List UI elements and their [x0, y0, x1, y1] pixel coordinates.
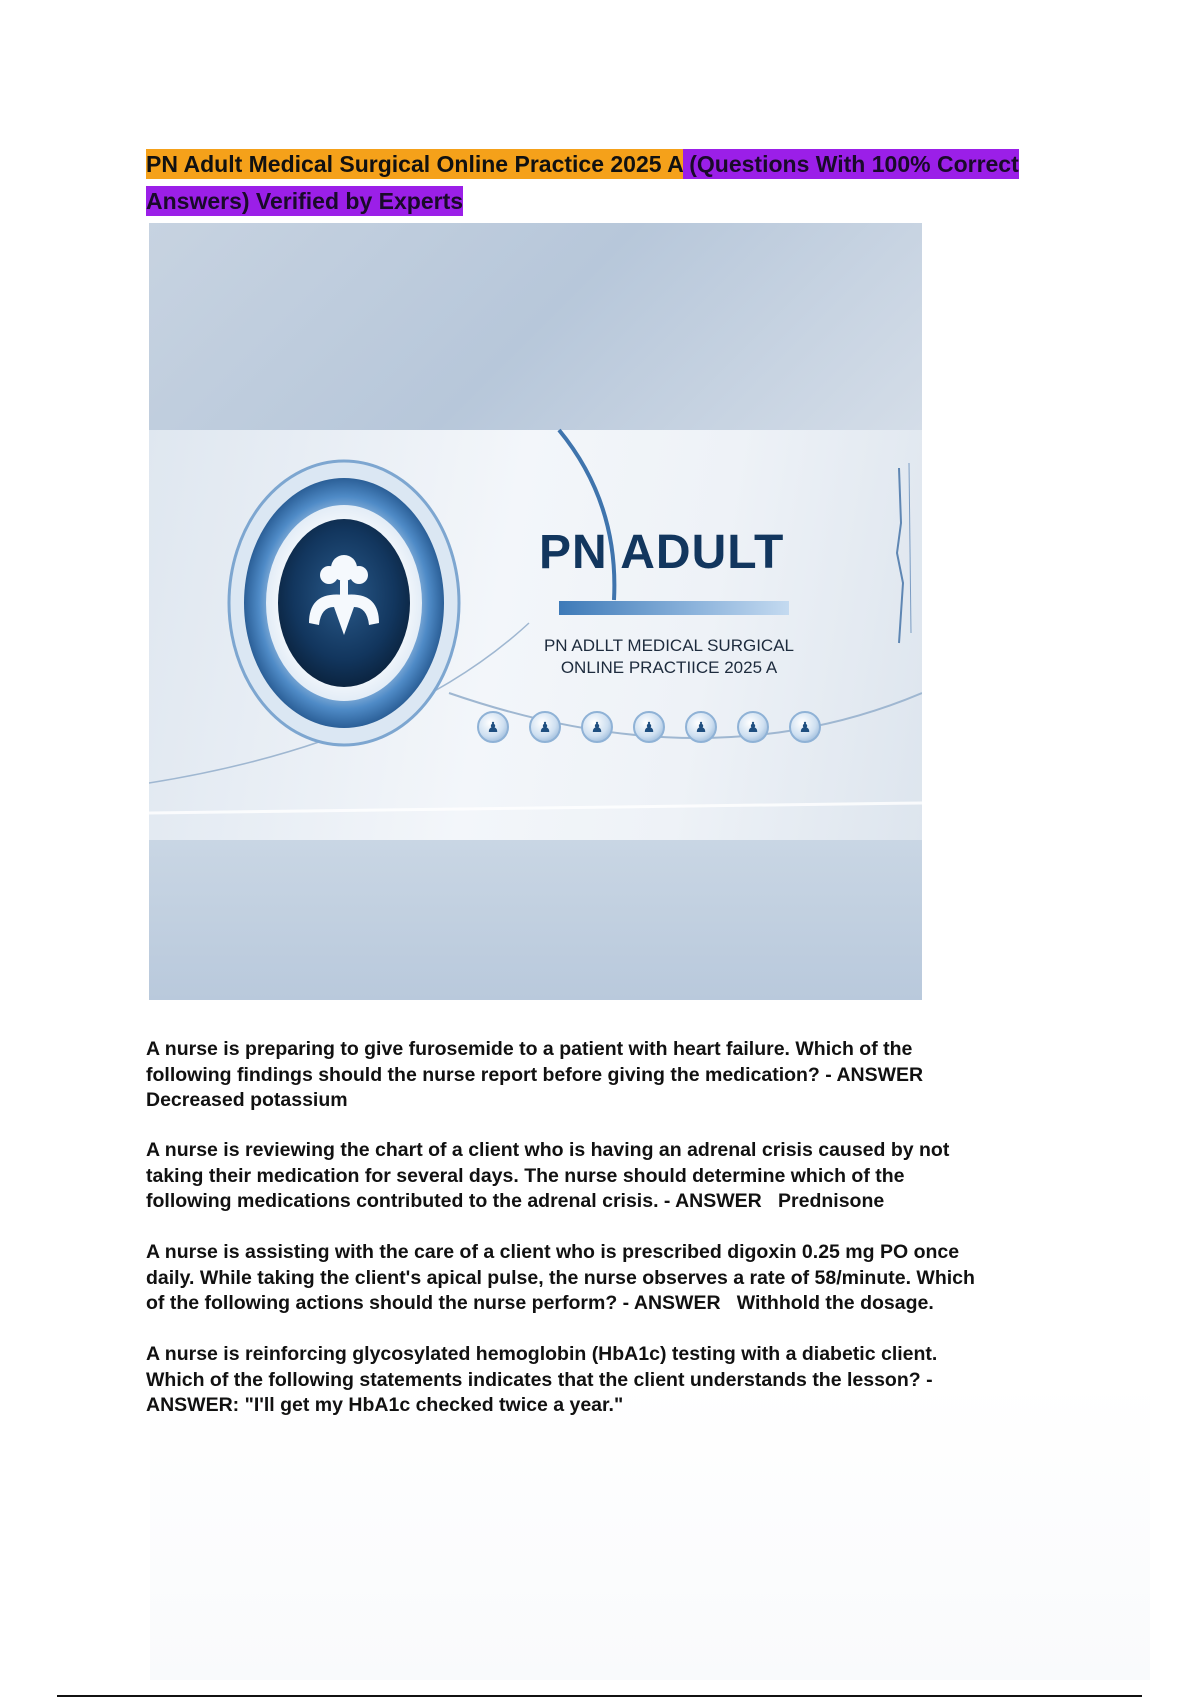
cover-signal-line — [909, 463, 911, 633]
question-answer-4: A nurse is reinforcing glycosylated hemoglobin (HbA1c) testing with a diabetic client. Which of the following statements indicates that the client understands the lesson? - ANSWER: "I'll get my HbA1c checked twice a year." — [146, 1343, 938, 1416]
cover-subtitle-line: ONLINE PRACTIICE 2025 A — [560, 658, 778, 677]
footer-divider — [57, 1695, 1142, 1697]
cover-subtitle — [519, 635, 819, 679]
person-icon: ♟ — [789, 711, 821, 743]
document-title — [146, 146, 1076, 220]
person-icon: ♟ — [581, 711, 613, 743]
person-icon: ♟ — [477, 711, 509, 743]
title-highlight-orange: PN Adult Medical Surgical Online Practice 2025 A — [146, 151, 683, 177]
person-icon: ♟ — [685, 711, 717, 743]
cover-heading: PN ADULT — [539, 526, 785, 579]
cover-artwork — [149, 223, 922, 1000]
question-answer-1: A nurse is preparing to give furosemide to a patient with heart failure. Which of the following findings should the nurse report before giving the medication? - ANSWER Decreased potassium — [146, 1038, 924, 1111]
cover-image — [149, 223, 922, 1000]
page-background — [150, 1380, 1150, 1680]
cover-signal-line — [897, 468, 903, 643]
title-highlight-purple: (Questions With 100% Correct Answers) Verified by Experts — [146, 151, 1019, 214]
question-answer-2: A nurse is reviewing the chart of a client who is having an adrenal crisis caused by not taking their medication for several days. The nurse should determine which of the following medications contributed to the adrenal crisis. - ANSWER Prednisone — [146, 1139, 950, 1212]
cover-accent-bar — [559, 601, 789, 615]
cover-arc-line — [149, 803, 922, 813]
cover-icon-row — [477, 711, 821, 743]
person-icon: ♟ — [737, 711, 769, 743]
question-answer-3: A nurse is assisting with the care of a client who is prescribed digoxin 0.25 mg PO once daily. While taking the client's apical pulse, the nurse observes a rate of 58/minute. Which of the following actions should the nurse perform? - ANSWER Withhold the dosage. — [146, 1241, 975, 1314]
person-icon: ♟ — [529, 711, 561, 743]
person-icon: ♟ — [633, 711, 665, 743]
cover-subtitle-line: PN ADLLT MEDICAL SURGICAL — [543, 636, 795, 655]
